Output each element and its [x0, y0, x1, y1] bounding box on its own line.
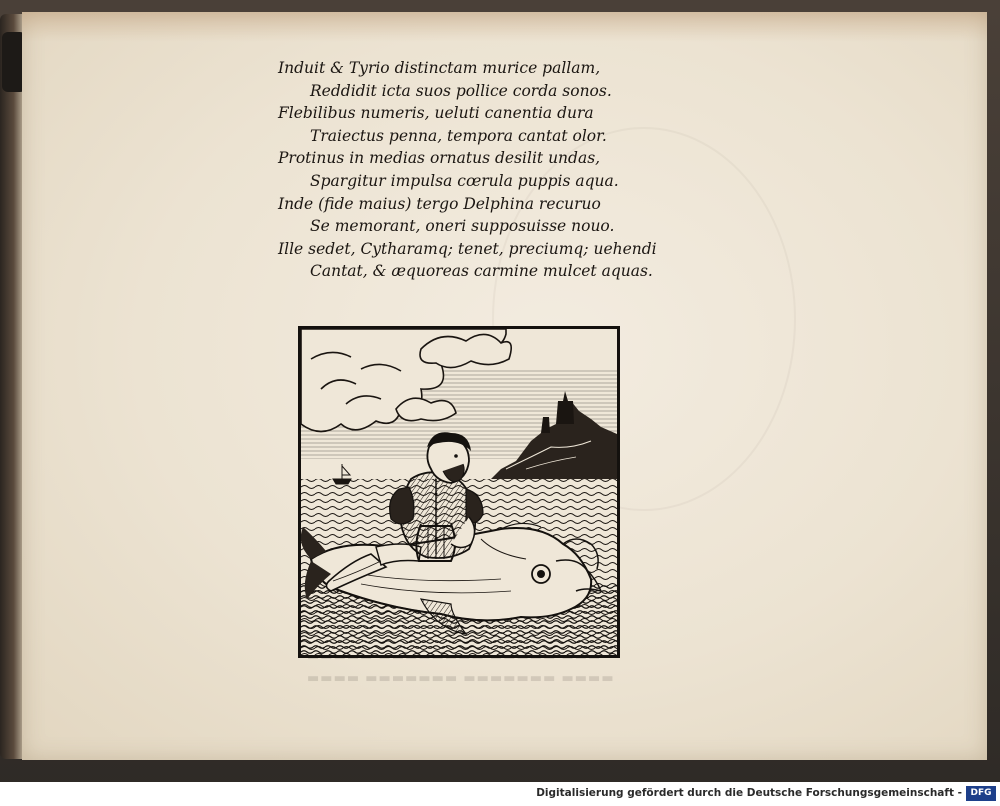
poem-line: Traiectus penna, tempora cantat olor.	[310, 126, 607, 145]
poem-line: Flebilibus numeris, ueluti canentia dura	[278, 104, 594, 123]
poem-line: Cantat, & æquoreas carmine mulcet aquas.	[310, 262, 653, 281]
dfg-logo-icon[interactable]: DFG	[966, 786, 996, 801]
footer-bar	[0, 782, 1000, 806]
arion-dolphin-woodcut	[301, 329, 617, 655]
poem-line: Ille sedet, Cytharamq; tenet, preciumq; uehendi	[278, 239, 657, 258]
latin-poem	[278, 57, 698, 283]
page-edge-stain	[22, 12, 987, 42]
poem-line: Reddidit icta suos pollice corda sonos.	[310, 81, 612, 100]
poem-line: Se memorant, oneri supposuisse nouo.	[310, 217, 615, 236]
poem-line: Induit & Tyrio distinctam murice pallam,	[278, 59, 601, 77]
woodcut-illustration	[298, 326, 620, 658]
poem-line: Spargitur impulsa cœrula puppis aqua.	[310, 171, 619, 190]
funding-credit: Digitalisierung gefördert durch die Deutsche Forschungsgemeinschaft -	[536, 787, 962, 799]
bleed-through-text: ▬▬▬▬ ▬▬▬▬▬▬▬ ▬▬▬▬▬▬▬ ▬▬▬▬	[307, 671, 615, 686]
poem-line: Inde (fide maius) tergo Delphina recuruo	[278, 194, 601, 213]
poem-line: Protinus in medias ornatus desilit undas,	[278, 149, 601, 168]
